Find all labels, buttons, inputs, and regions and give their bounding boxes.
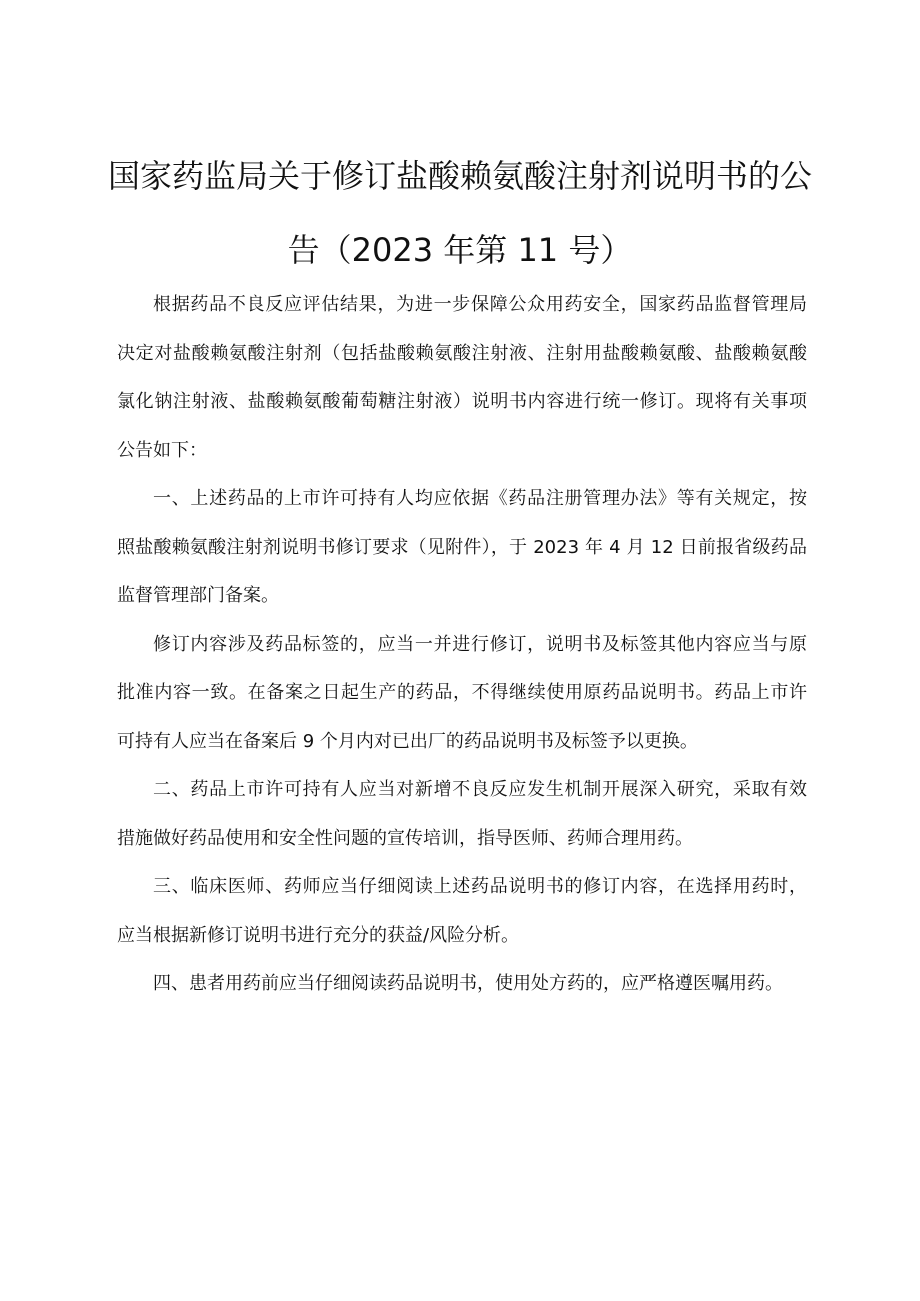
document-title-line-2: 告（2023 年第 11 号） [287,231,633,269]
paragraph-item-1-line-1: 一、上述药品的上市许可持有人均应依据《药品注册管理办法》等有关规定，按 [153,488,807,509]
paragraph-item-1-line-2: 照盐酸赖氨酸注射剂说明书修订要求（见附件），于 2023 年 4 月 12 日前报省级药品 [117,537,807,558]
paragraph-item-2-line-1: 二、药品上市许可持有人应当对新增不良反应发生机制开展深入研究，采取有效 [153,779,807,800]
paragraph-intro-line-1: 根据药品不良反应评估结果，为进一步保障公众用药安全，国家药品监督管理局 [153,294,807,315]
paragraph-intro-line-3: 氯化钠注射液、盐酸赖氨酸葡萄糖注射液）说明书内容进行统一修订。现将有关事项 [117,391,807,412]
paragraph-item-4-line-1: 四、患者用药前应当仔细阅读药品说明书，使用处方药的，应严格遵医嘱用药。 [153,973,783,994]
paragraph-item-2-line-2: 措施做好药品使用和安全性问题的宣传培训，指导医师、药师合理用药。 [117,828,693,849]
document-title-line-1: 国家药监局关于修订盐酸赖氨酸注射剂说明书的公 [107,157,812,195]
paragraph-item-1-line-3: 监督管理部门备案。 [117,585,279,606]
paragraph-item-3-line-1: 三、临床医师、药师应当仔细阅读上述药品说明书的修订内容，在选择用药时， [153,876,807,897]
paragraph-label-line-3: 可持有人应当在备案后 9 个月内对已出厂的药品说明书及标签予以更换。 [117,731,698,752]
paragraph-label-line-2: 批准内容一致。在备案之日起生产的药品，不得继续使用原药品说明书。药品上市许 [117,682,807,703]
paragraph-item-3-line-2: 应当根据新修订说明书进行充分的获益/风险分析。 [117,925,520,946]
paragraph-intro-line-4: 公告如下： [117,440,207,461]
paragraph-intro-line-2: 决定对盐酸赖氨酸注射剂（包括盐酸赖氨酸注射液、注射用盐酸赖氨酸、盐酸赖氨酸 [117,343,807,364]
paragraph-label-line-1: 修订内容涉及药品标签的，应当一并进行修订，说明书及标签其他内容应当与原 [153,634,807,655]
